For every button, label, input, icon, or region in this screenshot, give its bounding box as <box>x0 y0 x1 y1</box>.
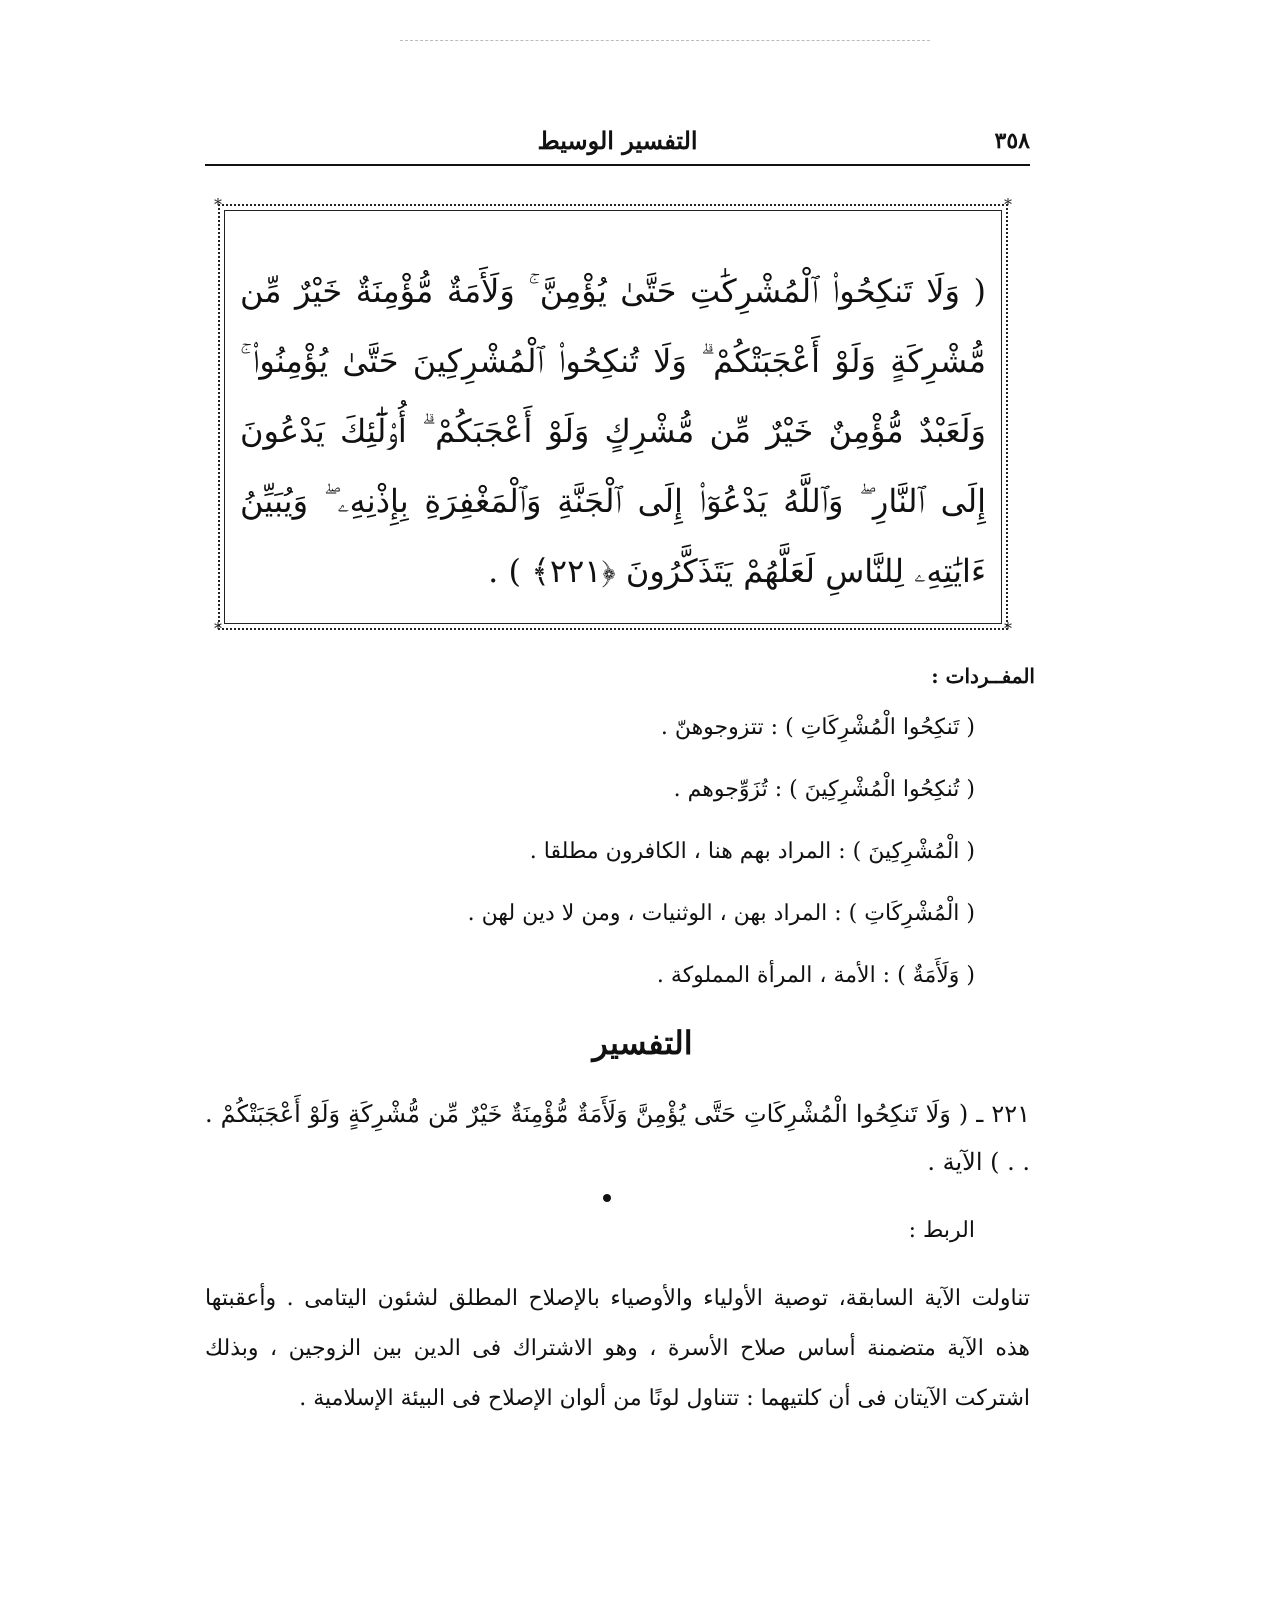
top-scan-rule <box>400 40 930 41</box>
vocabulary-list <box>355 708 975 1018</box>
vocabulary-item: ( تُنكِحُوا الْمُشْرِكِينَ ) : تُزَوِّجوهم . <box>673 777 975 802</box>
commentary-paragraph: تناولت الآية السابقة، توصية الأولياء والأوصياء بالإصلاح المطلق لشئون اليتامى . وأعقبتها هذه الآية متضمنة أساس صلاح الأسرة ، وهو الاشتراك فى الدين بين الزوجين ، وبذلك اشتركت الآيتان فى أن كلتيهما : تتناول لونًا من ألوان الإصلاح فى البيئة الإسلامية . <box>205 1286 1030 1411</box>
page-header <box>205 118 1030 162</box>
frame-corner-ornament: * <box>214 619 222 638</box>
separator-dot <box>603 1194 611 1202</box>
verse-reference: ٢٢١ ـ ( وَلَا تَنكِحُوا الْمُشْرِكَاتِ حَتَّى يُؤْمِنَّ وَلَأَمَةٌ مُّؤْمِنَةٌ خَيْرٌ مِّن مُّشْرِكَةٍ وَلَوْ أَعْجَبَتْكُمْ . . . ) الآية . <box>205 1100 1030 1176</box>
vocabulary-item: ( تَنكِحُوا الْمُشْرِكَاتِ ) : تتزوجوهنّ . <box>660 715 975 740</box>
page-number: ٣٥٨ <box>994 128 1030 154</box>
vocabulary-item: ( وَلَأَمَةٌ ) : الأمة ، المرأة المملوكة . <box>656 963 975 988</box>
running-title: التفسير الوسيط <box>537 126 698 155</box>
link-subheading: الربط : <box>908 1218 975 1243</box>
quran-verse-text: ( وَلَا تَنكِحُوا۟ ٱلْمُشْرِكَٰتِ حَتَّىٰ يُؤْمِنَّ ۚ وَلَأَمَةٌ مُّؤْمِنَةٌ خَيْرٌ مِّن مُّشْرِكَةٍ وَلَوْ أَعْجَبَتْكُمْ ۗ وَلَا تُنكِحُوا۟ ٱلْمُشْرِكِينَ حَتَّىٰ يُؤْمِنُوا۟ ۚ وَلَعَبْدٌ مُّؤْمِنٌ خَيْرٌ مِّن مُّشْرِكٍ وَلَوْ أَعْجَبَكُمْ ۗ أُو۟لَٰٓئِكَ يَدْعُونَ إِلَى ٱلنَّارِ ۖ وَٱللَّهُ يَدْعُوٓا۟ إِلَى ٱلْجَنَّةِ وَٱلْمَغْفِرَةِ بِإِذْنِهِۦ ۖ وَيُبَيِّنُ ءَايَٰتِهِۦ لِلنَّاسِ لَعَلَّهُمْ يَتَذَكَّرُونَ ﴿٢٢١﴾ ) . <box>240 272 986 590</box>
frame-corner-ornament: * <box>1004 619 1012 638</box>
vocabulary-item: ( الْمُشْرِكَاتِ ) : المراد بهن ، الوثنيات ، ومن لا دين لهن . <box>467 901 975 926</box>
frame-corner-ornament: * <box>1004 195 1012 214</box>
tafsir-section-title: التفسير <box>592 1024 693 1062</box>
verse-frame <box>214 195 1012 638</box>
header-rule <box>205 164 1030 166</box>
vocabulary-heading: المفــردات : <box>931 664 1035 688</box>
vocabulary-item: ( الْمُشْرِكِينَ ) : المراد بهم هنا ، الكافرون مطلقا . <box>529 839 975 864</box>
frame-corner-ornament: * <box>214 195 222 214</box>
